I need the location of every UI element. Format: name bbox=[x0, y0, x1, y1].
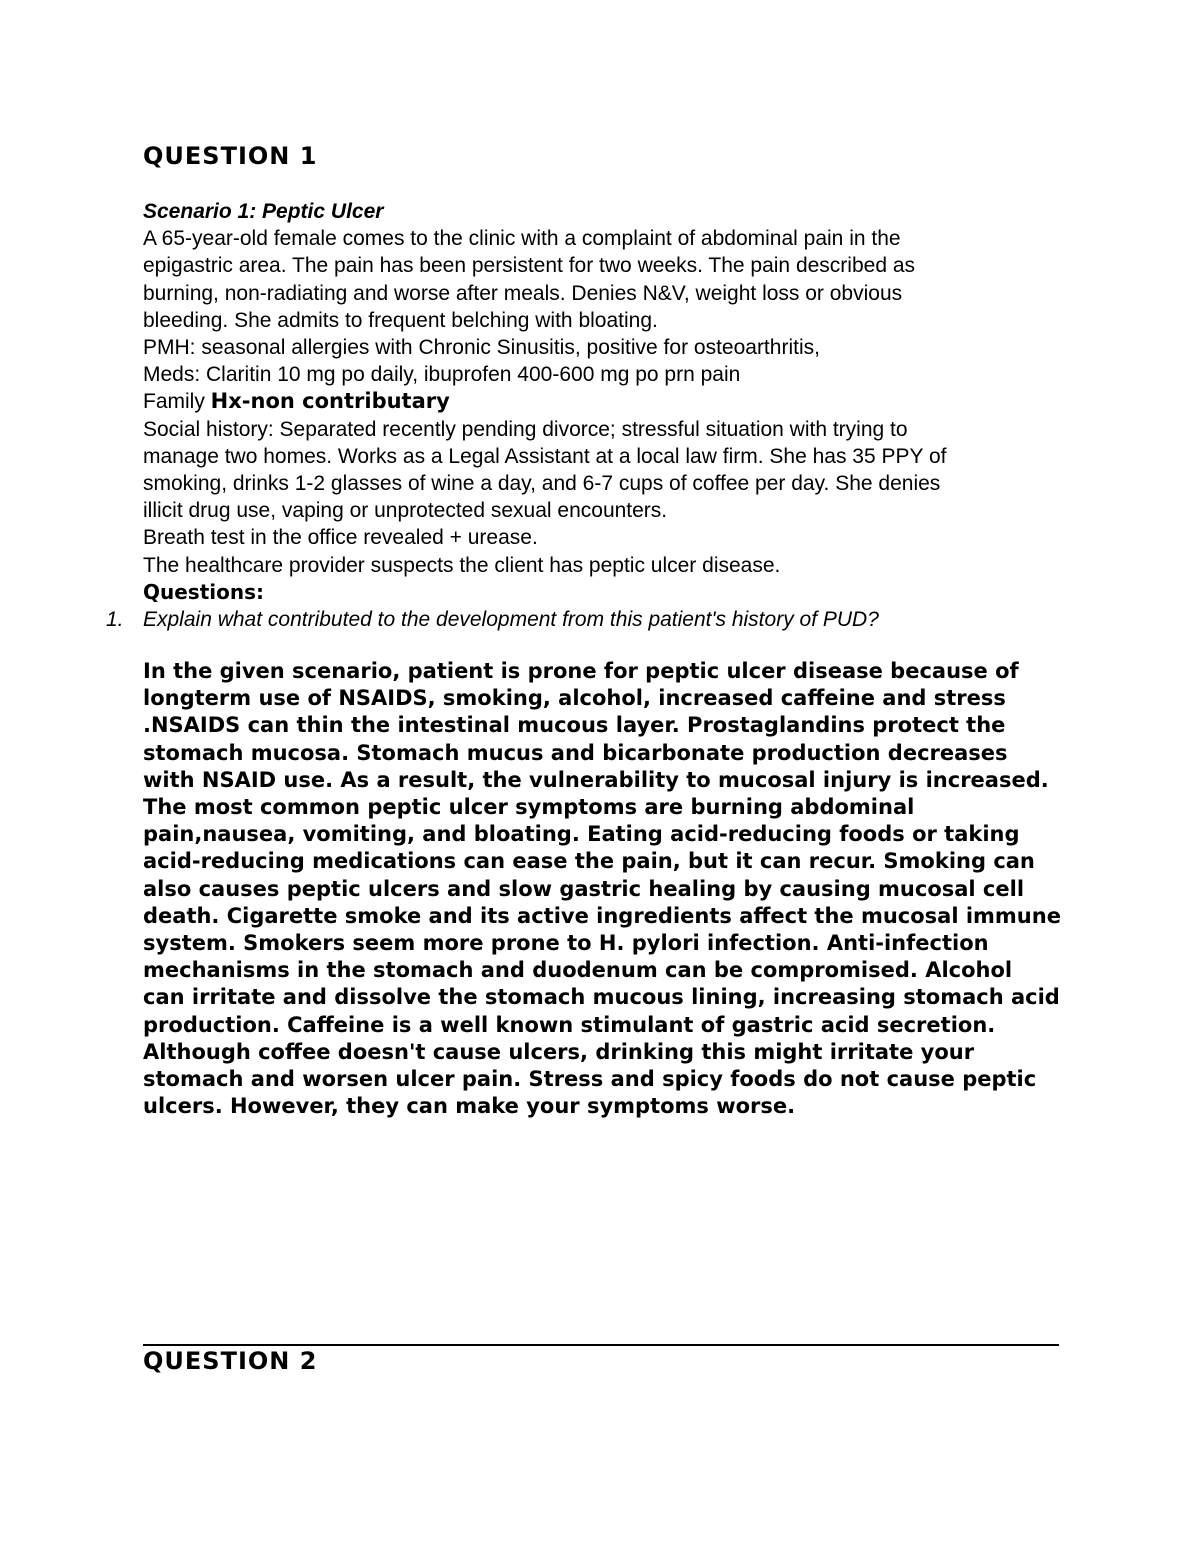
question-1-heading: QUESTION 1 bbox=[143, 142, 318, 170]
scenario-description-line: bleeding. She admits to frequent belching with bloating. bbox=[143, 308, 658, 332]
answer-line: stomach and worsen ulcer pain. Stress and spicy foods do not cause peptic bbox=[143, 1067, 1037, 1092]
answer-line: with NSAID use. As a result, the vulnerability to mucosal injury is increased. bbox=[143, 767, 1049, 792]
questions-label: Questions: bbox=[143, 579, 265, 604]
answer-line: The most common peptic ulcer symptoms are burning abdominal bbox=[143, 795, 915, 820]
answer-line: also causes peptic ulcers and slow gastric healing by causing mucosal cell bbox=[143, 876, 1025, 901]
question-item bbox=[106, 606, 1063, 633]
answer-line: mechanisms in the stomach and duodenum can be compromised. Alcohol bbox=[143, 958, 1013, 983]
answer-line: In the given scenario, patient is prone for peptic ulcer disease because of bbox=[143, 659, 1019, 683]
family-history-value: Hx-non contributary bbox=[210, 389, 450, 414]
question-2-heading: QUESTION 2 bbox=[143, 1347, 318, 1375]
answer-line: .NSAIDS can thin the intestinal mucous layer. Prostaglandins protect the bbox=[143, 713, 1006, 738]
scenario-title: Scenario 1: Peptic Ulcer bbox=[143, 200, 384, 223]
answer-section bbox=[143, 658, 1073, 1120]
social-history-line: manage two homes. Works as a Legal Assistant at a local law firm. She has 35 PPY of bbox=[143, 444, 947, 468]
question-number: 1. bbox=[106, 608, 124, 632]
social-history-line: Social history: Separated recently pending divorce; stressful situation with trying to bbox=[143, 417, 908, 441]
answer-line: system. Smokers seem more prone to H. pylori infection. Anti-infection bbox=[143, 931, 989, 956]
answer-line: death. Cigarette smoke and its active ingredients affect the mucosal immune bbox=[143, 903, 1061, 928]
answer-line: stomach mucosa. Stomach mucus and bicarbonate production decreases bbox=[143, 740, 1008, 765]
scenario-description-line: burning, non-radiating and worse after meals. Denies N&V, weight loss or obvious bbox=[143, 281, 903, 305]
social-history-line: smoking, drinks 1-2 glasses of wine a day, and 6-7 cups of coffee per day. She denies bbox=[143, 472, 941, 496]
family-history-label: Family bbox=[143, 390, 211, 414]
answer-line: can irritate and dissolve the stomach mucous lining, increasing stomach acid bbox=[143, 985, 1060, 1010]
past-medical-history: PMH: seasonal allergies with Chronic Sinusitis, positive for osteoarthritis, bbox=[143, 336, 820, 360]
scenario-section bbox=[106, 198, 1063, 633]
answer-line: acid-reducing medications can ease the pain, but it can recur. Smoking can bbox=[143, 849, 1035, 874]
social-history-line: illicit drug use, vaping or unprotected sexual encounters. bbox=[143, 499, 668, 523]
question-text: Explain what contributed to the development from this patient's history of PUD? bbox=[143, 608, 879, 632]
answer-line: longterm use of NSAIDS, smoking, alcohol, increased caffeine and stress bbox=[143, 686, 1006, 711]
family-history bbox=[143, 388, 1063, 415]
answer-line: production. Caffeine is a well known stimulant of gastric acid secretion. bbox=[143, 1012, 996, 1037]
answer-line: ulcers. However, they can make your symptoms worse. bbox=[143, 1094, 796, 1119]
medications: Meds: Claritin 10 mg po daily, ibuprofen 400-600 mg po prn pain bbox=[143, 363, 741, 387]
answer-line: Although coffee doesn't cause ulcers, drinking this might irritate your bbox=[143, 1039, 975, 1064]
breath-test-result: Breath test in the office revealed + urease. bbox=[143, 526, 538, 550]
provider-suspicion: The healthcare provider suspects the client has peptic ulcer disease. bbox=[143, 553, 781, 577]
scenario-description-line: A 65-year-old female comes to the clinic with a complaint of abdominal pain in the bbox=[143, 227, 901, 251]
answer-line: pain,nausea, vomiting, and bloating. Eating acid-reducing foods or taking bbox=[143, 822, 1020, 847]
scenario-description-line: epigastric area. The pain has been persistent for two weeks. The pain described as bbox=[143, 254, 916, 278]
